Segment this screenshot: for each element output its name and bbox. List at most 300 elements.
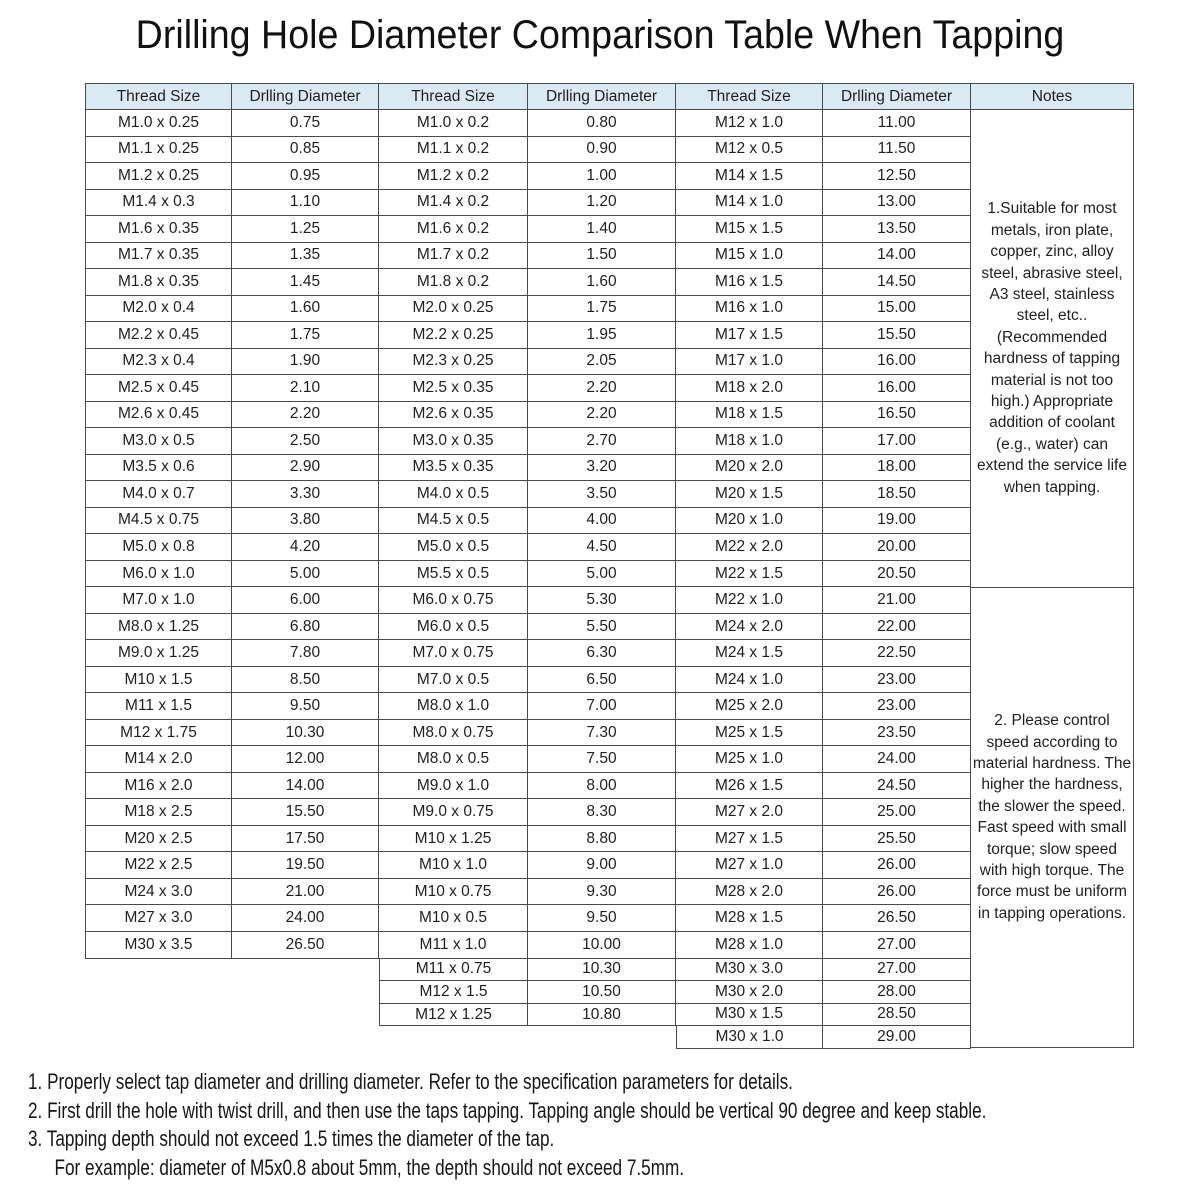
table-row [676, 826, 971, 853]
table-row [86, 296, 379, 323]
drilling-diameter-cell: 0.80 [528, 110, 676, 137]
thread-size-cell: M17 x 1.0 [676, 349, 823, 376]
thread-size-cell: M17 x 1.5 [676, 322, 823, 349]
drilling-diameter-cell: 8.50 [232, 667, 379, 694]
footnotes [28, 1068, 1188, 1183]
drilling-diameter-cell: 17.00 [823, 428, 971, 455]
thread-size-cell: M4.0 x 0.7 [86, 481, 232, 508]
drilling-diameter-cell: 10.80 [528, 1004, 676, 1027]
drilling-diameter-cell: 27.00 [823, 959, 971, 982]
drilling-diameter-cell: 1.45 [232, 269, 379, 296]
drilling-diameter-cell: 22.00 [823, 614, 971, 641]
note-material-suitability: 1.Suitable for most metals, iron plate, copper, zinc, alloy steel, abrasive steel, A3 steel, stainless steel, etc..(Recommended hardness of tapping material is not too high.) Appropriate addition of coolant (e.g., water) can extend the service life when tapping. [971, 110, 1134, 588]
thread-size-cell: M9.0 x 0.75 [379, 799, 528, 826]
drilling-diameter-cell: 2.10 [232, 375, 379, 402]
table-row [676, 455, 971, 482]
drilling-diameter-cell: 1.50 [528, 243, 676, 270]
table-row [379, 561, 676, 588]
thread-size-cell: M2.0 x 0.25 [379, 296, 528, 323]
table-row [86, 455, 379, 482]
drilling-diameter-cell: 17.50 [232, 826, 379, 853]
drilling-diameter-cell: 12.00 [232, 746, 379, 773]
drilling-diameter-cell: 9.50 [232, 693, 379, 720]
table-row [676, 349, 971, 376]
thread-size-cell: M12 x 1.5 [379, 981, 528, 1004]
thread-size-cell: M3.0 x 0.35 [379, 428, 528, 455]
thread-size-cell: M2.6 x 0.45 [86, 402, 232, 429]
thread-size-cell: M24 x 1.5 [676, 640, 823, 667]
drilling-diameter-cell: 28.50 [823, 1004, 971, 1027]
table-row [676, 269, 971, 296]
drilling-diameter-cell: 9.30 [528, 879, 676, 906]
thread-size-cell: M2.2 x 0.25 [379, 322, 528, 349]
table-row [379, 137, 676, 164]
thread-size-cell: M24 x 1.0 [676, 667, 823, 694]
table-row [379, 402, 676, 429]
drilling-diameter-cell: 3.30 [232, 481, 379, 508]
drilling-diameter-cell: 26.00 [823, 852, 971, 879]
table-header-row [379, 84, 676, 110]
drilling-diameter-cell: 2.20 [232, 402, 379, 429]
drilling-diameter-cell: 1.25 [232, 216, 379, 243]
drilling-diameter-cell: 10.30 [528, 959, 676, 982]
drilling-diameter-cell: 1.75 [232, 322, 379, 349]
drilling-diameter-cell: 15.50 [823, 322, 971, 349]
drilling-diameter-cell: 15.00 [823, 296, 971, 323]
table-row [676, 243, 971, 270]
drilling-diameter-cell: 28.00 [823, 981, 971, 1004]
table-row [86, 879, 379, 906]
table-row [86, 428, 379, 455]
drilling-diameter-cell: 25.50 [823, 826, 971, 853]
table-row [86, 402, 379, 429]
table-row [379, 981, 676, 1004]
drilling-diameter-cell: 7.00 [528, 693, 676, 720]
table-row [86, 561, 379, 588]
drilling-diameter-cell: 1.00 [528, 163, 676, 190]
table-row [676, 110, 971, 137]
drilling-diameter-cell: 1.35 [232, 243, 379, 270]
drilling-diameter-cell: 10.50 [528, 981, 676, 1004]
table-header-row [971, 84, 1134, 110]
table-row [676, 959, 971, 982]
thread-size-header: Thread Size [676, 84, 823, 110]
table-row [379, 587, 676, 614]
table-row [86, 905, 379, 932]
table-row [86, 375, 379, 402]
drilling-diameter-cell: 23.00 [823, 667, 971, 694]
drilling-diameter-cell: 3.50 [528, 481, 676, 508]
thread-size-cell: M3.0 x 0.5 [86, 428, 232, 455]
thread-size-cell: M10 x 0.5 [379, 905, 528, 932]
drilling-diameter-cell: 14.00 [232, 773, 379, 800]
thread-size-cell: M8.0 x 1.0 [379, 693, 528, 720]
thread-size-cell: M1.4 x 0.3 [86, 190, 232, 217]
thread-size-cell: M18 x 2.5 [86, 799, 232, 826]
table-row [86, 667, 379, 694]
table-row [676, 879, 971, 906]
table-row [676, 746, 971, 773]
drilling-diameter-cell: 26.50 [232, 932, 379, 959]
thread-size-cell: M5.5 x 0.5 [379, 561, 528, 588]
thread-size-cell: M30 x 1.0 [676, 1026, 823, 1049]
thread-size-cell: M10 x 0.75 [379, 879, 528, 906]
drilling-diameter-cell: 7.80 [232, 640, 379, 667]
table-row [676, 508, 971, 535]
table-row [86, 190, 379, 217]
thread-size-cell: M15 x 1.5 [676, 216, 823, 243]
thread-size-cell: M8.0 x 0.75 [379, 720, 528, 747]
table-row [86, 799, 379, 826]
thread-size-cell: M7.0 x 0.75 [379, 640, 528, 667]
thread-size-cell: M3.5 x 0.35 [379, 455, 528, 482]
drilling-diameter-cell: 11.50 [823, 137, 971, 164]
drilling-diameter-cell: 1.20 [528, 190, 676, 217]
table-row [86, 481, 379, 508]
table-row [86, 932, 379, 959]
footnote-3-example: For example: diameter of M5x0.8 about 5mm, the depth should not exceed 7.5mm. [54, 1155, 685, 1181]
thread-size-cell: M10 x 1.0 [379, 852, 528, 879]
thread-size-cell: M27 x 1.0 [676, 852, 823, 879]
table-row [676, 322, 971, 349]
drilling-diameter-cell: 5.50 [528, 614, 676, 641]
notes-header: Notes [971, 84, 1134, 110]
table-row [676, 799, 971, 826]
table-row [379, 349, 676, 376]
table-row [86, 110, 379, 137]
thread-size-cell: M22 x 2.5 [86, 852, 232, 879]
thread-table-section-3 [676, 83, 971, 1049]
thread-size-cell: M16 x 2.0 [86, 773, 232, 800]
drilling-diameter-cell: 24.00 [823, 746, 971, 773]
table-row [379, 1004, 676, 1027]
table-row [379, 826, 676, 853]
thread-size-cell: M2.2 x 0.45 [86, 322, 232, 349]
drilling-diameter-cell: 6.00 [232, 587, 379, 614]
thread-size-cell: M22 x 1.5 [676, 561, 823, 588]
thread-size-cell: M7.0 x 1.0 [86, 587, 232, 614]
thread-size-cell: M18 x 1.0 [676, 428, 823, 455]
table-row [86, 614, 379, 641]
drilling-diameter-cell: 13.00 [823, 190, 971, 217]
thread-size-cell: M4.5 x 0.5 [379, 508, 528, 535]
table-row [86, 693, 379, 720]
table-row [676, 852, 971, 879]
table-row [379, 190, 676, 217]
thread-size-cell: M1.4 x 0.2 [379, 190, 528, 217]
table-row [379, 163, 676, 190]
thread-size-cell: M2.5 x 0.45 [86, 375, 232, 402]
drilling-diameter-cell: 1.60 [528, 269, 676, 296]
table-row [86, 243, 379, 270]
drilling-diameter-cell: 24.50 [823, 773, 971, 800]
table-row [379, 508, 676, 535]
table-row [86, 640, 379, 667]
drilling-diameter-cell: 16.00 [823, 375, 971, 402]
table-row [86, 720, 379, 747]
drilling-diameter-cell: 7.30 [528, 720, 676, 747]
thread-size-cell: M12 x 1.25 [379, 1004, 528, 1027]
thread-table-section-1 [85, 83, 379, 959]
footnote-3: 3. Tapping depth should not exceed 1.5 times the diameter of the tap. [28, 1126, 555, 1152]
drilling-diameter-cell: 0.75 [232, 110, 379, 137]
drilling-diameter-cell: 10.30 [232, 720, 379, 747]
drilling-diameter-cell: 4.00 [528, 508, 676, 535]
thread-size-cell: M10 x 1.25 [379, 826, 528, 853]
table-row [86, 534, 379, 561]
table-row [676, 163, 971, 190]
drilling-diameter-cell: 1.90 [232, 349, 379, 376]
table-row [379, 905, 676, 932]
table-row [86, 137, 379, 164]
drilling-diameter-cell: 27.00 [823, 932, 971, 959]
thread-size-cell: M15 x 1.0 [676, 243, 823, 270]
thread-size-cell: M7.0 x 0.5 [379, 667, 528, 694]
table-header-row [86, 84, 379, 110]
thread-size-cell: M16 x 1.0 [676, 296, 823, 323]
table-row [379, 534, 676, 561]
thread-size-cell: M5.0 x 0.5 [379, 534, 528, 561]
table-row [379, 481, 676, 508]
thread-size-cell: M26 x 1.5 [676, 773, 823, 800]
table-row [379, 852, 676, 879]
table-row [676, 720, 971, 747]
footnote-1: 1. Properly select tap diameter and drilling diameter. Refer to the specification parameters for details. [28, 1069, 793, 1094]
thread-size-cell: M8.0 x 0.5 [379, 746, 528, 773]
table-row [86, 746, 379, 773]
drilling-diameter-cell: 23.00 [823, 693, 971, 720]
drilling-diameter-cell: 4.50 [528, 534, 676, 561]
drilling-diameter-cell: 1.40 [528, 216, 676, 243]
table-row [379, 720, 676, 747]
thread-size-cell: M24 x 2.0 [676, 614, 823, 641]
drilling-diameter-cell: 21.00 [823, 587, 971, 614]
drilling-diameter-cell: 6.30 [528, 640, 676, 667]
table-row [676, 693, 971, 720]
thread-table-section-2 [379, 83, 676, 1026]
thread-size-cell: M1.6 x 0.35 [86, 216, 232, 243]
drilling-diameter-cell: 0.90 [528, 137, 676, 164]
table-row [676, 905, 971, 932]
thread-size-header: Thread Size [86, 84, 232, 110]
table-row [379, 614, 676, 641]
thread-size-cell: M20 x 2.5 [86, 826, 232, 853]
table-row [379, 296, 676, 323]
drilling-diameter-cell: 20.50 [823, 561, 971, 588]
thread-size-cell: M10 x 1.5 [86, 667, 232, 694]
thread-size-cell: M30 x 2.0 [676, 981, 823, 1004]
table-row [676, 481, 971, 508]
drilling-diameter-cell: 0.95 [232, 163, 379, 190]
drilling-diameter-cell: 20.00 [823, 534, 971, 561]
drilling-diameter-cell: 8.00 [528, 773, 676, 800]
drilling-diameter-cell: 23.50 [823, 720, 971, 747]
thread-size-cell: M2.3 x 0.25 [379, 349, 528, 376]
table-row [676, 216, 971, 243]
thread-size-cell: M12 x 1.0 [676, 110, 823, 137]
thread-size-cell: M2.5 x 0.35 [379, 375, 528, 402]
table-row [379, 375, 676, 402]
table-row [379, 269, 676, 296]
drilling-diameter-cell: 18.00 [823, 455, 971, 482]
thread-size-cell: M18 x 1.5 [676, 402, 823, 429]
table-row [379, 428, 676, 455]
thread-size-cell: M11 x 1.5 [86, 693, 232, 720]
thread-size-cell: M4.5 x 0.75 [86, 508, 232, 535]
drilling-diameter-cell: 3.20 [528, 455, 676, 482]
drilling-diameter-cell: 9.00 [528, 852, 676, 879]
table-row [676, 1004, 971, 1027]
drilling-diameter-cell: 2.90 [232, 455, 379, 482]
table-row [86, 269, 379, 296]
thread-size-cell: M28 x 1.0 [676, 932, 823, 959]
thread-size-cell: M1.1 x 0.25 [86, 137, 232, 164]
thread-size-cell: M1.0 x 0.2 [379, 110, 528, 137]
thread-size-cell: M22 x 1.0 [676, 587, 823, 614]
thread-size-cell: M12 x 0.5 [676, 137, 823, 164]
drilling-diameter-cell: 5.00 [528, 561, 676, 588]
thread-size-cell: M1.6 x 0.2 [379, 216, 528, 243]
thread-size-cell: M6.0 x 0.75 [379, 587, 528, 614]
thread-size-cell: M6.0 x 1.0 [86, 561, 232, 588]
thread-size-cell: M30 x 3.0 [676, 959, 823, 982]
thread-size-cell: M20 x 1.0 [676, 508, 823, 535]
note-speed-control: 2. Please control speed according to material hardness. The higher the hardness, the slower the speed. Fast speed with small torque; slow speed with high torque. The force must be uniform in tapping operations. [971, 588, 1134, 1049]
table-row [379, 746, 676, 773]
drilling-diameter-cell: 2.20 [528, 375, 676, 402]
table-row [379, 932, 676, 959]
table-row [379, 640, 676, 667]
thread-size-cell: M12 x 1.75 [86, 720, 232, 747]
thread-size-cell: M1.2 x 0.2 [379, 163, 528, 190]
thread-size-cell: M1.8 x 0.2 [379, 269, 528, 296]
table-row [676, 402, 971, 429]
thread-size-cell: M25 x 1.0 [676, 746, 823, 773]
drilling-diameter-cell: 15.50 [232, 799, 379, 826]
drilling-diameter-cell: 1.75 [528, 296, 676, 323]
drilling-diameter-cell: 2.50 [232, 428, 379, 455]
drilling-diameter-cell: 26.00 [823, 879, 971, 906]
drilling-diameter-header: Drlling Diameter [823, 84, 971, 110]
drilling-diameter-cell: 1.10 [232, 190, 379, 217]
thread-size-cell: M28 x 2.0 [676, 879, 823, 906]
thread-size-cell: M30 x 3.5 [86, 932, 232, 959]
footnote-2: 2. First drill the hole with twist drill, and then use the taps tapping. Tapping angle should be vertical 90 degree and keep stable. [28, 1097, 987, 1123]
table-row [86, 322, 379, 349]
thread-size-cell: M27 x 2.0 [676, 799, 823, 826]
drilling-diameter-cell: 8.80 [528, 826, 676, 853]
thread-size-cell: M3.5 x 0.6 [86, 455, 232, 482]
thread-size-cell: M22 x 2.0 [676, 534, 823, 561]
table-row [379, 667, 676, 694]
table-row [86, 163, 379, 190]
drilling-diameter-cell: 12.50 [823, 163, 971, 190]
drilling-diameter-header: Drlling Diameter [528, 84, 676, 110]
thread-size-cell: M14 x 1.0 [676, 190, 823, 217]
drilling-diameter-cell: 9.50 [528, 905, 676, 932]
thread-size-cell: M28 x 1.5 [676, 905, 823, 932]
thread-size-cell: M1.1 x 0.2 [379, 137, 528, 164]
drilling-diameter-cell: 14.00 [823, 243, 971, 270]
drilling-diameter-cell: 16.00 [823, 349, 971, 376]
drilling-diameter-cell: 25.00 [823, 799, 971, 826]
drilling-diameter-cell: 6.50 [528, 667, 676, 694]
drilling-diameter-cell: 2.70 [528, 428, 676, 455]
drilling-diameter-cell: 24.00 [232, 905, 379, 932]
thread-size-cell: M1.0 x 0.25 [86, 110, 232, 137]
table-row [86, 349, 379, 376]
thread-size-cell: M11 x 1.0 [379, 932, 528, 959]
thread-size-cell: M25 x 2.0 [676, 693, 823, 720]
drilling-diameter-cell: 1.60 [232, 296, 379, 323]
drilling-diameter-cell: 19.00 [823, 508, 971, 535]
thread-size-cell: M6.0 x 0.5 [379, 614, 528, 641]
thread-size-cell: M1.7 x 0.35 [86, 243, 232, 270]
page-title: Drilling Hole Diameter Comparison Table When Tapping [135, 13, 1065, 57]
drilling-diameter-cell: 0.85 [232, 137, 379, 164]
drilling-diameter-cell: 29.00 [823, 1026, 971, 1049]
thread-size-cell: M20 x 1.5 [676, 481, 823, 508]
table-row [379, 216, 676, 243]
table-row [676, 667, 971, 694]
table-row [379, 879, 676, 906]
table-row [379, 455, 676, 482]
thread-size-cell: M1.2 x 0.25 [86, 163, 232, 190]
table-row [86, 216, 379, 243]
drilling-diameter-cell: 11.00 [823, 110, 971, 137]
drilling-diameter-cell: 3.80 [232, 508, 379, 535]
thread-size-header: Thread Size [379, 84, 528, 110]
drilling-diameter-cell: 26.50 [823, 905, 971, 932]
thread-size-cell: M1.7 x 0.2 [379, 243, 528, 270]
thread-size-cell: M27 x 1.5 [676, 826, 823, 853]
drilling-diameter-cell: 6.80 [232, 614, 379, 641]
thread-size-cell: M9.0 x 1.25 [86, 640, 232, 667]
table-row [676, 190, 971, 217]
table-header-row [676, 84, 971, 110]
table-row [676, 640, 971, 667]
drilling-diameter-cell: 22.50 [823, 640, 971, 667]
table-row [676, 1026, 971, 1049]
drilling-diameter-cell: 8.30 [528, 799, 676, 826]
thread-size-cell: M1.8 x 0.35 [86, 269, 232, 296]
table-row [676, 375, 971, 402]
table-row [379, 322, 676, 349]
drilling-diameter-cell: 16.50 [823, 402, 971, 429]
drilling-diameter-header: Drlling Diameter [232, 84, 379, 110]
drilling-diameter-cell: 18.50 [823, 481, 971, 508]
table-row [86, 587, 379, 614]
table-row [676, 981, 971, 1004]
table-row [676, 534, 971, 561]
drilling-diameter-cell: 21.00 [232, 879, 379, 906]
table-row [676, 932, 971, 959]
drilling-diameter-cell: 5.30 [528, 587, 676, 614]
drilling-diameter-cell: 19.50 [232, 852, 379, 879]
thread-size-cell: M9.0 x 1.0 [379, 773, 528, 800]
thread-size-cell: M18 x 2.0 [676, 375, 823, 402]
thread-size-cell: M14 x 2.0 [86, 746, 232, 773]
table-row [676, 614, 971, 641]
table-row [676, 561, 971, 588]
drilling-diameter-cell: 14.50 [823, 269, 971, 296]
drilling-diameter-cell: 1.95 [528, 322, 676, 349]
table-row [676, 137, 971, 164]
drilling-diameter-cell: 4.20 [232, 534, 379, 561]
drilling-diameter-cell: 5.00 [232, 561, 379, 588]
table-row [379, 773, 676, 800]
thread-size-cell: M25 x 1.5 [676, 720, 823, 747]
